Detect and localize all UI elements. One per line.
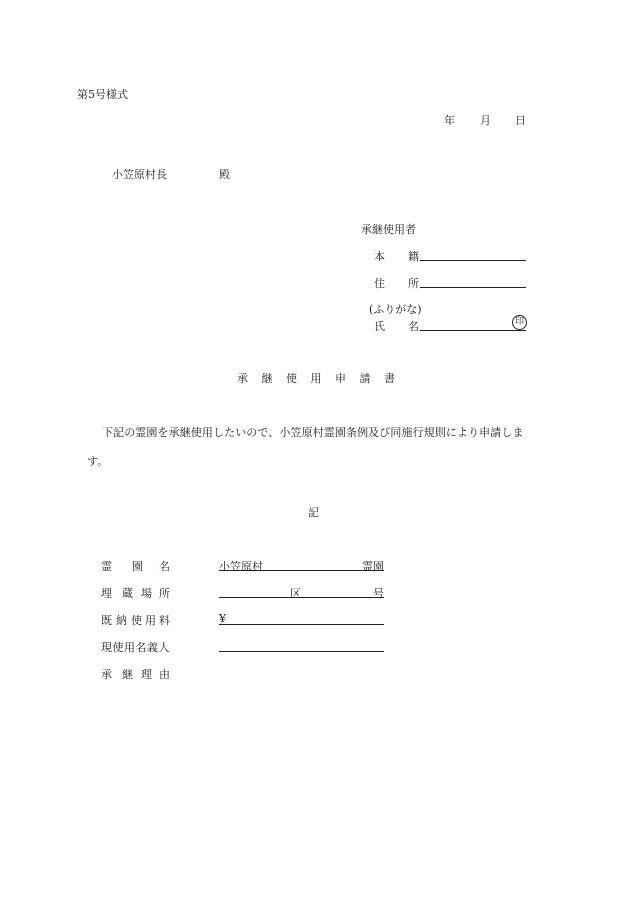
title-char: 承 — [237, 372, 248, 385]
furigana-label: (ふりがな) — [369, 303, 422, 316]
cemetery-field-line[interactable] — [219, 570, 384, 571]
name-field-line[interactable] — [420, 330, 526, 331]
fee-field-line[interactable] — [219, 624, 384, 625]
title-char: 使 — [286, 372, 297, 385]
seal-mark: 印 — [512, 315, 527, 330]
reason-label-char: 承 — [101, 668, 112, 681]
addressee-name: 小笠原村長 — [112, 168, 167, 181]
title-char: 申 — [335, 372, 346, 385]
body-line-1: 下記の霊園を承継使用したいので、小笠原村霊園条例及び同施行規則により申請しま — [102, 426, 524, 439]
addressee-honorific: 殿 — [219, 168, 230, 181]
honseki-field-line[interactable] — [420, 260, 526, 261]
holder-label: 現使用名義人 — [101, 641, 170, 654]
burial-label-char: 蔵 — [122, 587, 133, 600]
cemetery-label-char: 霊 — [101, 560, 112, 573]
honseki-label-1: 本 — [374, 250, 385, 263]
address-label-2: 所 — [408, 277, 419, 290]
burial-label-char: 所 — [159, 587, 170, 600]
ki-heading: 記 — [308, 506, 319, 519]
cemetery-label-char: 名 — [159, 560, 170, 573]
form-number: 第5号様式 — [77, 88, 128, 101]
title-char: 請 — [359, 372, 371, 385]
address-label-1: 住 — [374, 277, 385, 290]
holder-field-line[interactable] — [219, 651, 384, 652]
cemetery-suffix: 霊園 — [362, 560, 384, 573]
name-label-2: 名 — [408, 320, 419, 333]
title-char: 書 — [384, 372, 395, 385]
document-title — [237, 370, 395, 386]
fee-label-char: 納 — [116, 614, 127, 627]
burial-ku: 区 — [290, 587, 301, 600]
fee-yen-sign: ¥ — [219, 612, 226, 625]
fee-label-char: 既 — [101, 614, 112, 627]
name-label-1: 氏 — [374, 320, 385, 333]
cemetery-label-char: 園 — [132, 560, 143, 573]
reason-label-char: 継 — [122, 668, 133, 681]
cemetery-prefix: 小笠原村 — [219, 560, 263, 573]
fee-label-char: 使 — [131, 614, 142, 627]
fee-label-char: 用 — [145, 614, 156, 627]
burial-label-char: 場 — [141, 587, 152, 600]
date-day-label: 日 — [515, 114, 526, 127]
applicant-heading: 承継使用者 — [361, 223, 416, 236]
title-char: 継 — [261, 372, 273, 385]
address-field-line[interactable] — [420, 287, 526, 288]
reason-label-char: 由 — [159, 668, 170, 681]
burial-label-char: 埋 — [101, 587, 112, 600]
body-line-2: す。 — [87, 455, 109, 468]
burial-go: 号 — [373, 587, 384, 600]
reason-label-char: 理 — [141, 668, 152, 681]
fee-label-char: 料 — [159, 614, 170, 627]
date-month-label: 月 — [480, 114, 491, 127]
date-year-label: 年 — [444, 114, 455, 127]
honseki-label-2: 籍 — [408, 250, 419, 263]
title-char: 用 — [310, 372, 322, 385]
burial-field-line[interactable] — [219, 597, 384, 598]
